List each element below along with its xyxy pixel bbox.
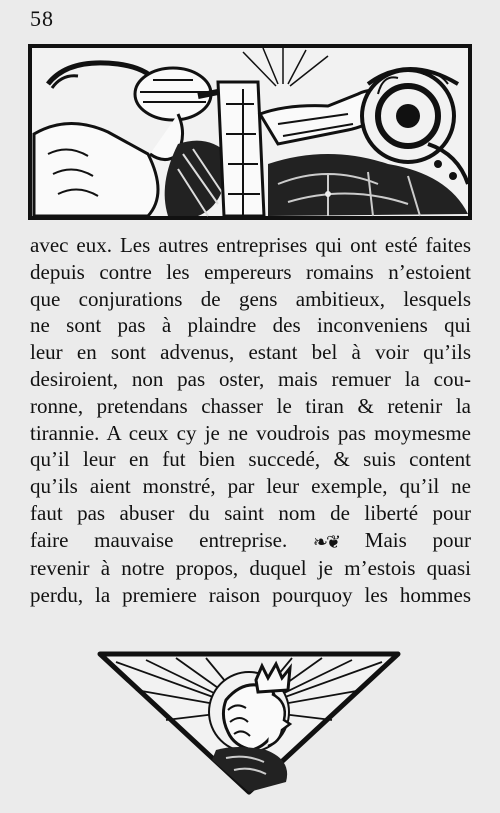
text-line: faut pas abuser du saint nom de liberté pour [30, 500, 471, 525]
crowned-figure-woodcut [96, 650, 402, 796]
text-line-start: faire mauvaise entreprise. [30, 527, 288, 552]
text-line: revenir à notre propos, duquel je m’estois quasi [30, 556, 471, 581]
body-text [30, 232, 471, 609]
text-line: depuis contre les empereurs romains n’estoient [30, 259, 471, 284]
text-line [30, 527, 471, 556]
text-line: ne sont pas à plaindre des inconveniens qui [30, 313, 471, 338]
text-line: tirannie. A ceux cy je ne voudrois pas moymesme [30, 420, 471, 445]
text-line: que conjurations de gens ambitieux, lesquels [30, 286, 471, 311]
text-line: leur en sont advenus, estant bel à voir qu’ils [30, 340, 471, 365]
text-line: ronne, pretendans chasser le tiran & retenir la [30, 393, 471, 418]
text-line: desiroient, non pas oster, mais remuer la cou- [30, 366, 471, 391]
text-line: avec eux. Les autres entreprises qui ont esté faites [30, 233, 471, 257]
knight-dragon-woodcut [28, 44, 472, 220]
text-line-end: Mais pour [364, 527, 471, 552]
page-number: 58 [30, 6, 54, 31]
text-line: qu’ils aient monstré, par leur exemple, qu’il ne [30, 474, 471, 499]
text-line: perdu, la premiere raison pourquoy les hommes [30, 583, 471, 608]
text-line: qu’il leur en fut bien succedé, & suis content [30, 447, 471, 472]
fleuron-ornament: ❧❦ [312, 531, 340, 552]
